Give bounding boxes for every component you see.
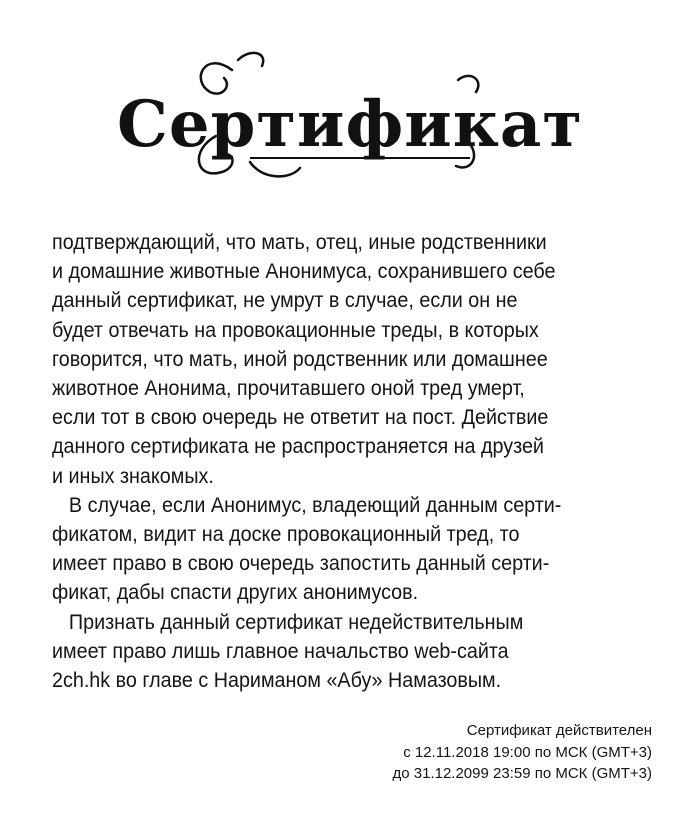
body-line: В случае, если Анонимус, владеющий данным серти- (68, 493, 562, 517)
body-line: 2ch.hk во главе с Нариманом «Абу» Намазовым. (52, 669, 502, 693)
body-line: данного сертификата не распространяется на друзей (52, 435, 544, 459)
body-line: подтверждающий, что мать, отец, иные родственники (52, 231, 547, 254)
body-line: и иных знакомых. (52, 464, 214, 488)
body-line: фикат, дабы спасти других анонимусов. (52, 581, 419, 605)
body-line: и домашние животные Анонимуса, сохранившего себе (52, 260, 556, 284)
validity-line: с 12.11.2018 19:00 по МСК (GMT+3) (403, 743, 652, 761)
body-line: Признать данный сертификат недействительным (68, 610, 524, 634)
body-line: имеет право в свою очередь запостить данный серти- (52, 552, 550, 576)
validity-line: Сертификат действителен (466, 722, 652, 739)
validity-block (393, 720, 653, 785)
title-ornament (0, 40, 700, 200)
body-line: имеет право лишь главное начальство web-сайта (52, 639, 509, 663)
body-line: данный сертификат, не умрут в случае, если он не (52, 289, 518, 313)
certificate-title: Сертификат (116, 87, 584, 162)
validity-line: до 31.12.2099 23:59 по МСК (GMT+3) (392, 765, 652, 782)
body-line: животное Анонима, прочитавшего оной тред умерт, (52, 377, 525, 401)
body-line: фикатом, видит на доске провокационный тред, то (52, 523, 520, 547)
certificate-heading (0, 40, 700, 200)
body-line: говорится, что мать, иной родственник или домашнее (52, 347, 548, 371)
body-line: если тот в свою очередь не ответит на пост. Действие (52, 406, 549, 430)
certificate-body (52, 228, 624, 695)
body-line: будет отвечать на провокационные треды, в которых (52, 318, 539, 342)
